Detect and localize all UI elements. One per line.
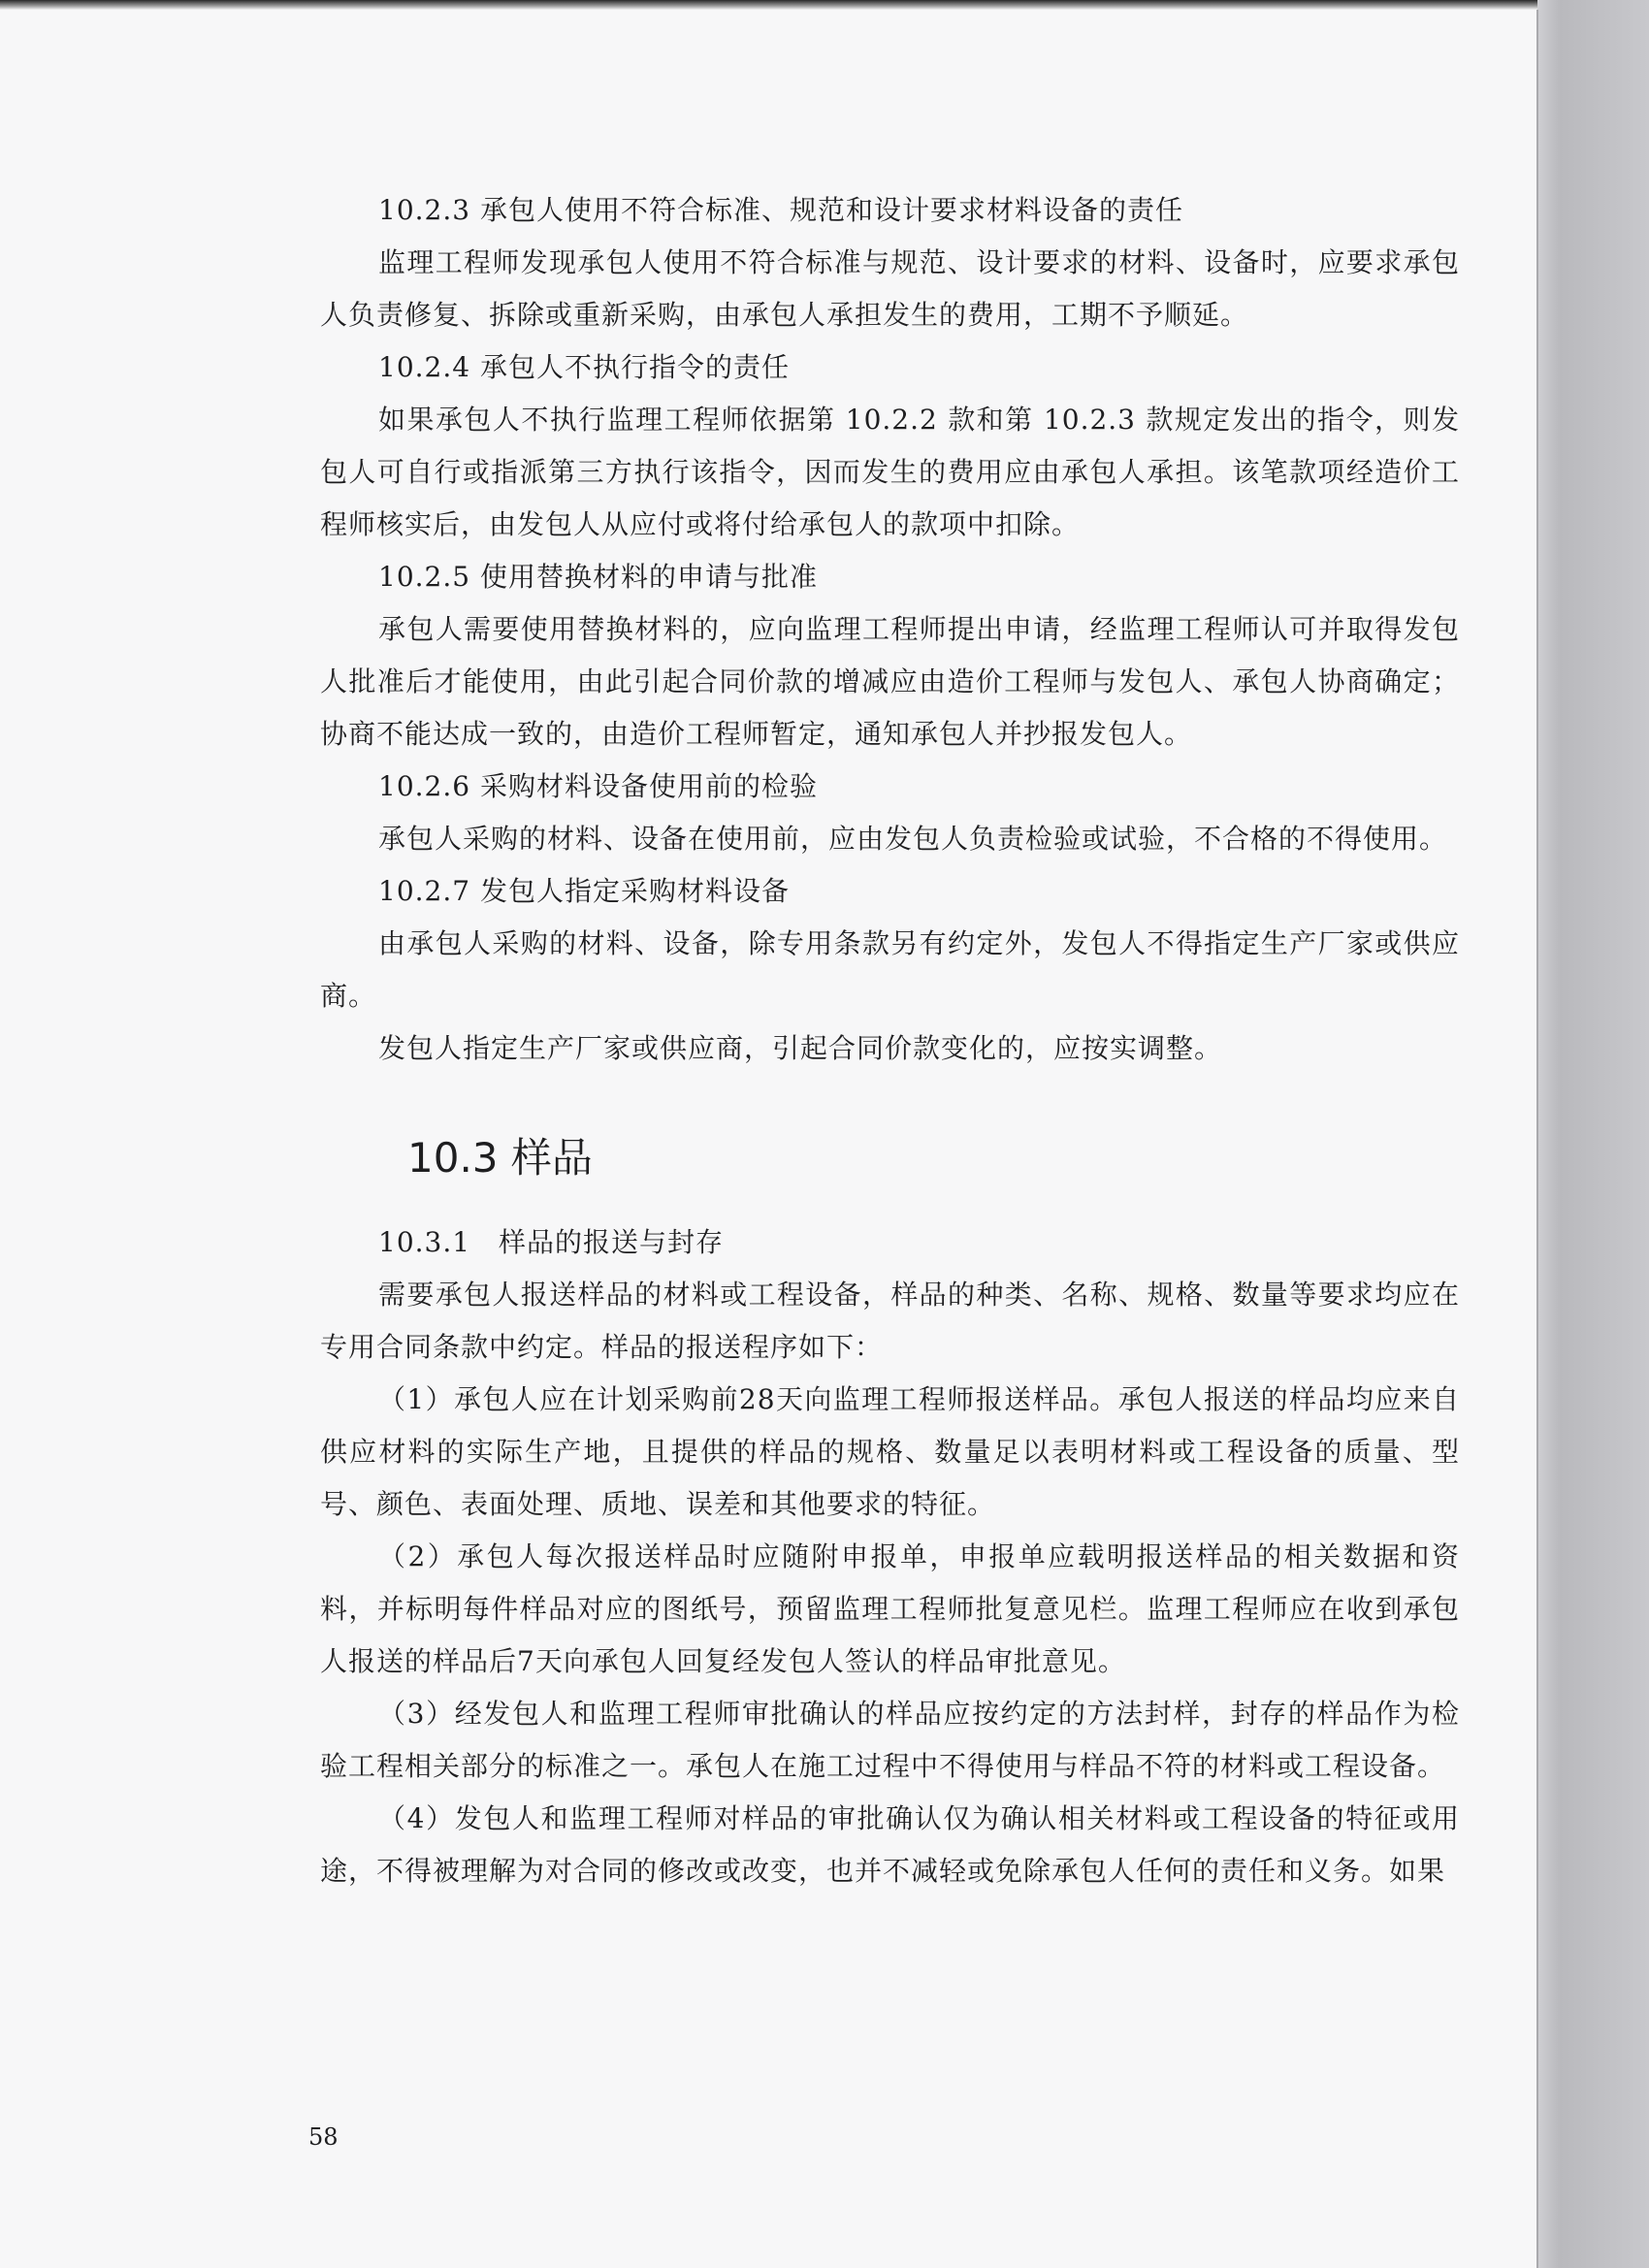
clause-paragraph: 如果承包人不执行监理工程师依据第 10.2.2 款和第 10.2.3 款规定发出的指令，则发包人可自行或指派第三方执行该指令，因而发生的费用应由承包人承担。该笔款项经造价工程师核实后，由发包人从应付或将付给承包人的款项中扣除。 xyxy=(320,404,1460,540)
numbered-item-1: （1）承包人应在计划采购前28天向监理工程师报送样品。承包人报送的样品均应来自供应材料的实际生产地，且提供的样品的规格、数量足以表明材料或工程设备的质量、型号、颜色、表面处理、质地、误差和其他要求的特征。 xyxy=(320,1383,1460,1520)
scan-top-edge xyxy=(0,0,1649,10)
numbered-item-4: （4）发包人和监理工程师对样品的审批确认仅为确认相关材料或工程设备的特征或用途，不得被理解为对合同的修改或改变，也并不减轻或免除承包人任何的责任和义务。如果 xyxy=(320,1802,1460,1887)
numbered-item-2: （2）承包人每次报送样品时应随附申报单，申报单应载明报送样品的相关数据和资料，并标明每件样品对应的图纸号，预留监理工程师批复意见栏。监理工程师应在收到承包人报送的样品后7天向承包人回复经发包人签认的样品审批意见。 xyxy=(320,1540,1460,1677)
clause-paragraph: 发包人指定生产厂家或供应商，引起合同价款变化的，应按实调整。 xyxy=(378,1032,1223,1064)
clause-heading-10-2-7: 10.2.7 发包人指定采购材料设备 xyxy=(378,875,790,907)
clause-paragraph: 需要承包人报送样品的材料或工程设备，样品的种类、名称、规格、数量等要求均应在专用合同条款中约定。样品的报送程序如下： xyxy=(320,1279,1460,1363)
clause-paragraph: 监理工程师发现承包人使用不符合标准与规范、设计要求的材料、设备时，应要求承包人负责修复、拆除或重新采购，由承包人承担发生的费用，工期不予顺延。 xyxy=(320,246,1460,331)
clause-heading-10-2-4: 10.2.4 承包人不执行指令的责任 xyxy=(378,351,790,383)
section-title-10-3: 10.3 样品 xyxy=(407,1134,593,1182)
page-content xyxy=(320,184,1460,1897)
binding-gutter xyxy=(1537,0,1649,2268)
clause-heading-10-2-3: 10.2.3 承包人使用不符合标准、规范和设计要求材料设备的责任 xyxy=(378,194,1183,226)
numbered-item-3: （3）经发包人和监理工程师审批确认的样品应按约定的方法封样，封存的样品作为检验工程相关部分的标准之一。承包人在施工过程中不得使用与样品不符的材料或工程设备。 xyxy=(320,1698,1460,1782)
clause-heading-10-2-5: 10.2.5 使用替换材料的申请与批准 xyxy=(378,561,818,593)
page-edge-line xyxy=(1536,10,1538,2268)
clause-heading-10-3-1: 10.3.1 样品的报送与封存 xyxy=(378,1226,725,1258)
clause-paragraph: 由承包人采购的材料、设备，除专用条款另有约定外，发包人不得指定生产厂家或供应商。 xyxy=(320,927,1460,1012)
clause-paragraph: 承包人采购的材料、设备在使用前，应由发包人负责检验或试验，不合格的不得使用。 xyxy=(378,823,1448,855)
page-number: 58 xyxy=(308,2123,339,2151)
clause-heading-10-2-6: 10.2.6 采购材料设备使用前的检验 xyxy=(378,770,818,802)
clause-paragraph: 承包人需要使用替换材料的，应向监理工程师提出申请，经监理工程师认可并取得发包人批准后才能使用，由此引起合同价款的增减应由造价工程师与发包人、承包人协商确定；协商不能达成一致的，由造价工程师暂定，通知承包人并抄报发包人。 xyxy=(320,613,1460,750)
